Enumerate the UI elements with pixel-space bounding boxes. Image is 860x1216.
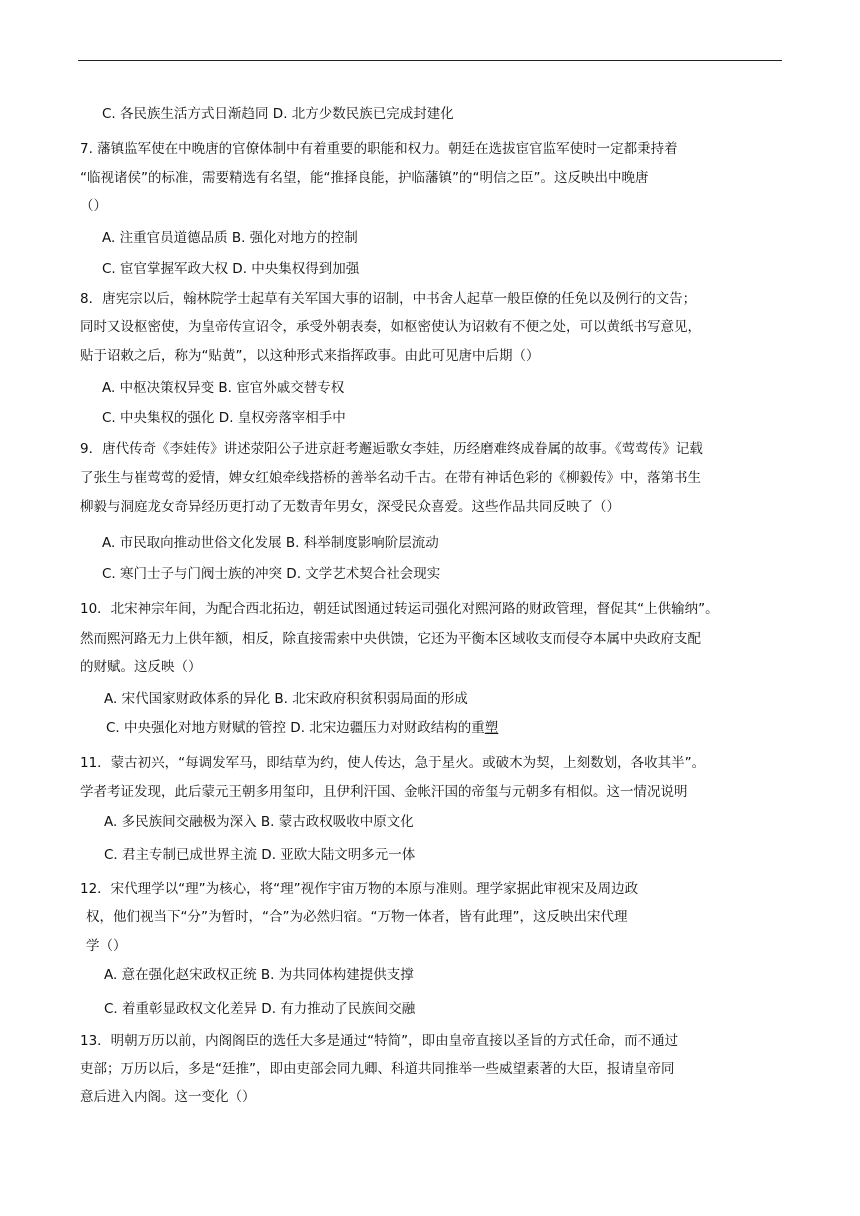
q11-options-cd: C. 君主专制已成世界主流 D. 亚欧大陆文明多元一体 — [104, 847, 416, 863]
q12-options-cd: C. 着重彰显政权文化差异 D. 有力推动了民族间交融 — [104, 1001, 416, 1017]
header-rule — [78, 60, 782, 61]
q12-options-ab: A. 意在强化赵宋政权正统 B. 为共同体构建提供支撑 — [104, 967, 414, 983]
q9-options-cd: C. 寒门士子与门阀士族的冲突 D. 文学艺术契合社会现实 — [102, 566, 441, 582]
q8-stem-line-1: 8．唐宪宗以后，翰林院学士起草有关军国大事的诏制，中书舍人起草一般臣僚的任免以及例行的文告； — [80, 291, 697, 307]
prev-question-options: C. 各民族生活方式日渐趋同 D. 北方少数民族已完成封建化 — [102, 106, 454, 122]
q9-stem-line-3: 柳毅与洞庭龙女奇异经历更打动了无数青年男女，深受民众喜爱。这些作品共同反映了（） — [80, 499, 620, 515]
q8-options-cd: C. 中央集权的强化 D. 皇权旁落宰相手中 — [102, 410, 346, 426]
q10-options-cd-underlined: 塑 — [484, 720, 499, 736]
q10-options-cd-text: C. 中央强化对地方财赋的管控 D. 北宋边疆压力对财政结构的重 — [106, 720, 485, 736]
q7-options-cd: C. 宦官掌握军政大权 D. 中央集权得到加强 — [102, 261, 360, 277]
q10-stem-line-3: 的财赋。这反映（） — [80, 659, 202, 675]
q13-stem-line-2: 吏部；万历以后，多是“廷推”，即由吏部会同九卿、科道共同推举一些威望素著的大臣，报请皇帝同 — [80, 1061, 675, 1077]
q7-stem-line-3: （） — [80, 198, 107, 214]
q10-options-ab: A. 宋代国家财政体系的异化 B. 北宋政府积贫积弱局面的形成 — [104, 691, 468, 707]
q11-stem-line-2: 学者考证发现，此后蒙元王朝多用玺印，且伊利汗国、金帐汗国的帝玺与元朝多有相似。这一情况说明 — [80, 784, 688, 800]
q12-stem-line-2: 权，他们视当下“分”为暂时，“合”为必然归宿。“万物一体者，皆有此理”，这反映出宋代理 — [86, 909, 628, 925]
q9-options-ab: A. 市民取向推动世俗文化发展 B. 科举制度影响阶层流动 — [102, 535, 439, 551]
q13-stem-line-3: 意后进入内阁。这一变化（） — [80, 1089, 256, 1105]
q8-options-ab: A. 中枢决策权异变 B. 宦官外戚交替专权 — [102, 380, 345, 396]
q7-stem-line-1: 7. 藩镇监军使在中晚唐的官僚体制中有着重要的职能和权力。朝廷在选拔宦官监军使时一定都秉持着 — [80, 141, 678, 157]
q10-options-cd — [106, 719, 498, 737]
q13-stem-line-1: 13．明朝万历以前，内阁阁臣的选任大多是通过“特简”，即由皇帝直接以圣旨的方式任命，而不通过 — [80, 1033, 679, 1049]
q8-stem-line-3: 贴于诏敕之后，称为“贴黄”，以这种形式来指挥政事。由此可见唐中后期（） — [80, 348, 540, 364]
q8-stem-line-2: 同时又设枢密使，为皇帝传宣诏令，承受外朝表奏，如枢密使认为诏敕有不便之处，可以黄纸书写意见， — [80, 319, 701, 335]
q11-options-ab: A. 多民族间交融极为深入 B. 蒙古政权吸收中原文化 — [104, 814, 414, 830]
q7-stem-line-2: “临视诸侯”的标准，需要精选有名望，能“推择良能，护临藩镇”的“明信之臣”。这反映出中晚唐 — [80, 170, 649, 186]
q12-stem-line-3: 学（） — [86, 938, 127, 954]
q10-stem-line-2: 然而熙河路无力上供年额，相反，除直接需索中央供馈，它还为平衡本区域收支而侵夺本属中央政府支配 — [80, 631, 701, 647]
q11-stem-line-1: 11．蒙古初兴，“每调发军马，即结草为约，使人传达，急于星火。或破木为契，上刻数划，各收其半”。 — [80, 755, 706, 771]
q12-stem-line-1: 12．宋代理学以“理”为核心，将“理”视作宇宙万物的本原与准则。理学家据此审视宋及周边政 — [80, 881, 639, 897]
q7-options-ab: A. 注重官员道德品质 B. 强化对地方的控制 — [102, 230, 358, 246]
q9-stem-line-2: 了张生与崔莺莺的爱情，婢女红娘牵线搭桥的善举名动千古。在带有神话色彩的《柳毅传》中，落第书生 — [80, 470, 701, 486]
q9-stem-line-1: 9．唐代传奇《李娃传》讲述荥阳公子进京赶考邂逅歌女李娃，历经磨难终成眷属的故事。《莺莺传》记载 — [80, 441, 703, 457]
q10-stem-line-1: 10．北宋神宗年间，为配合西北拓边，朝廷试图通过转运司强化对熙河路的财政管理，督促其“上供输纳”。 — [80, 601, 719, 617]
